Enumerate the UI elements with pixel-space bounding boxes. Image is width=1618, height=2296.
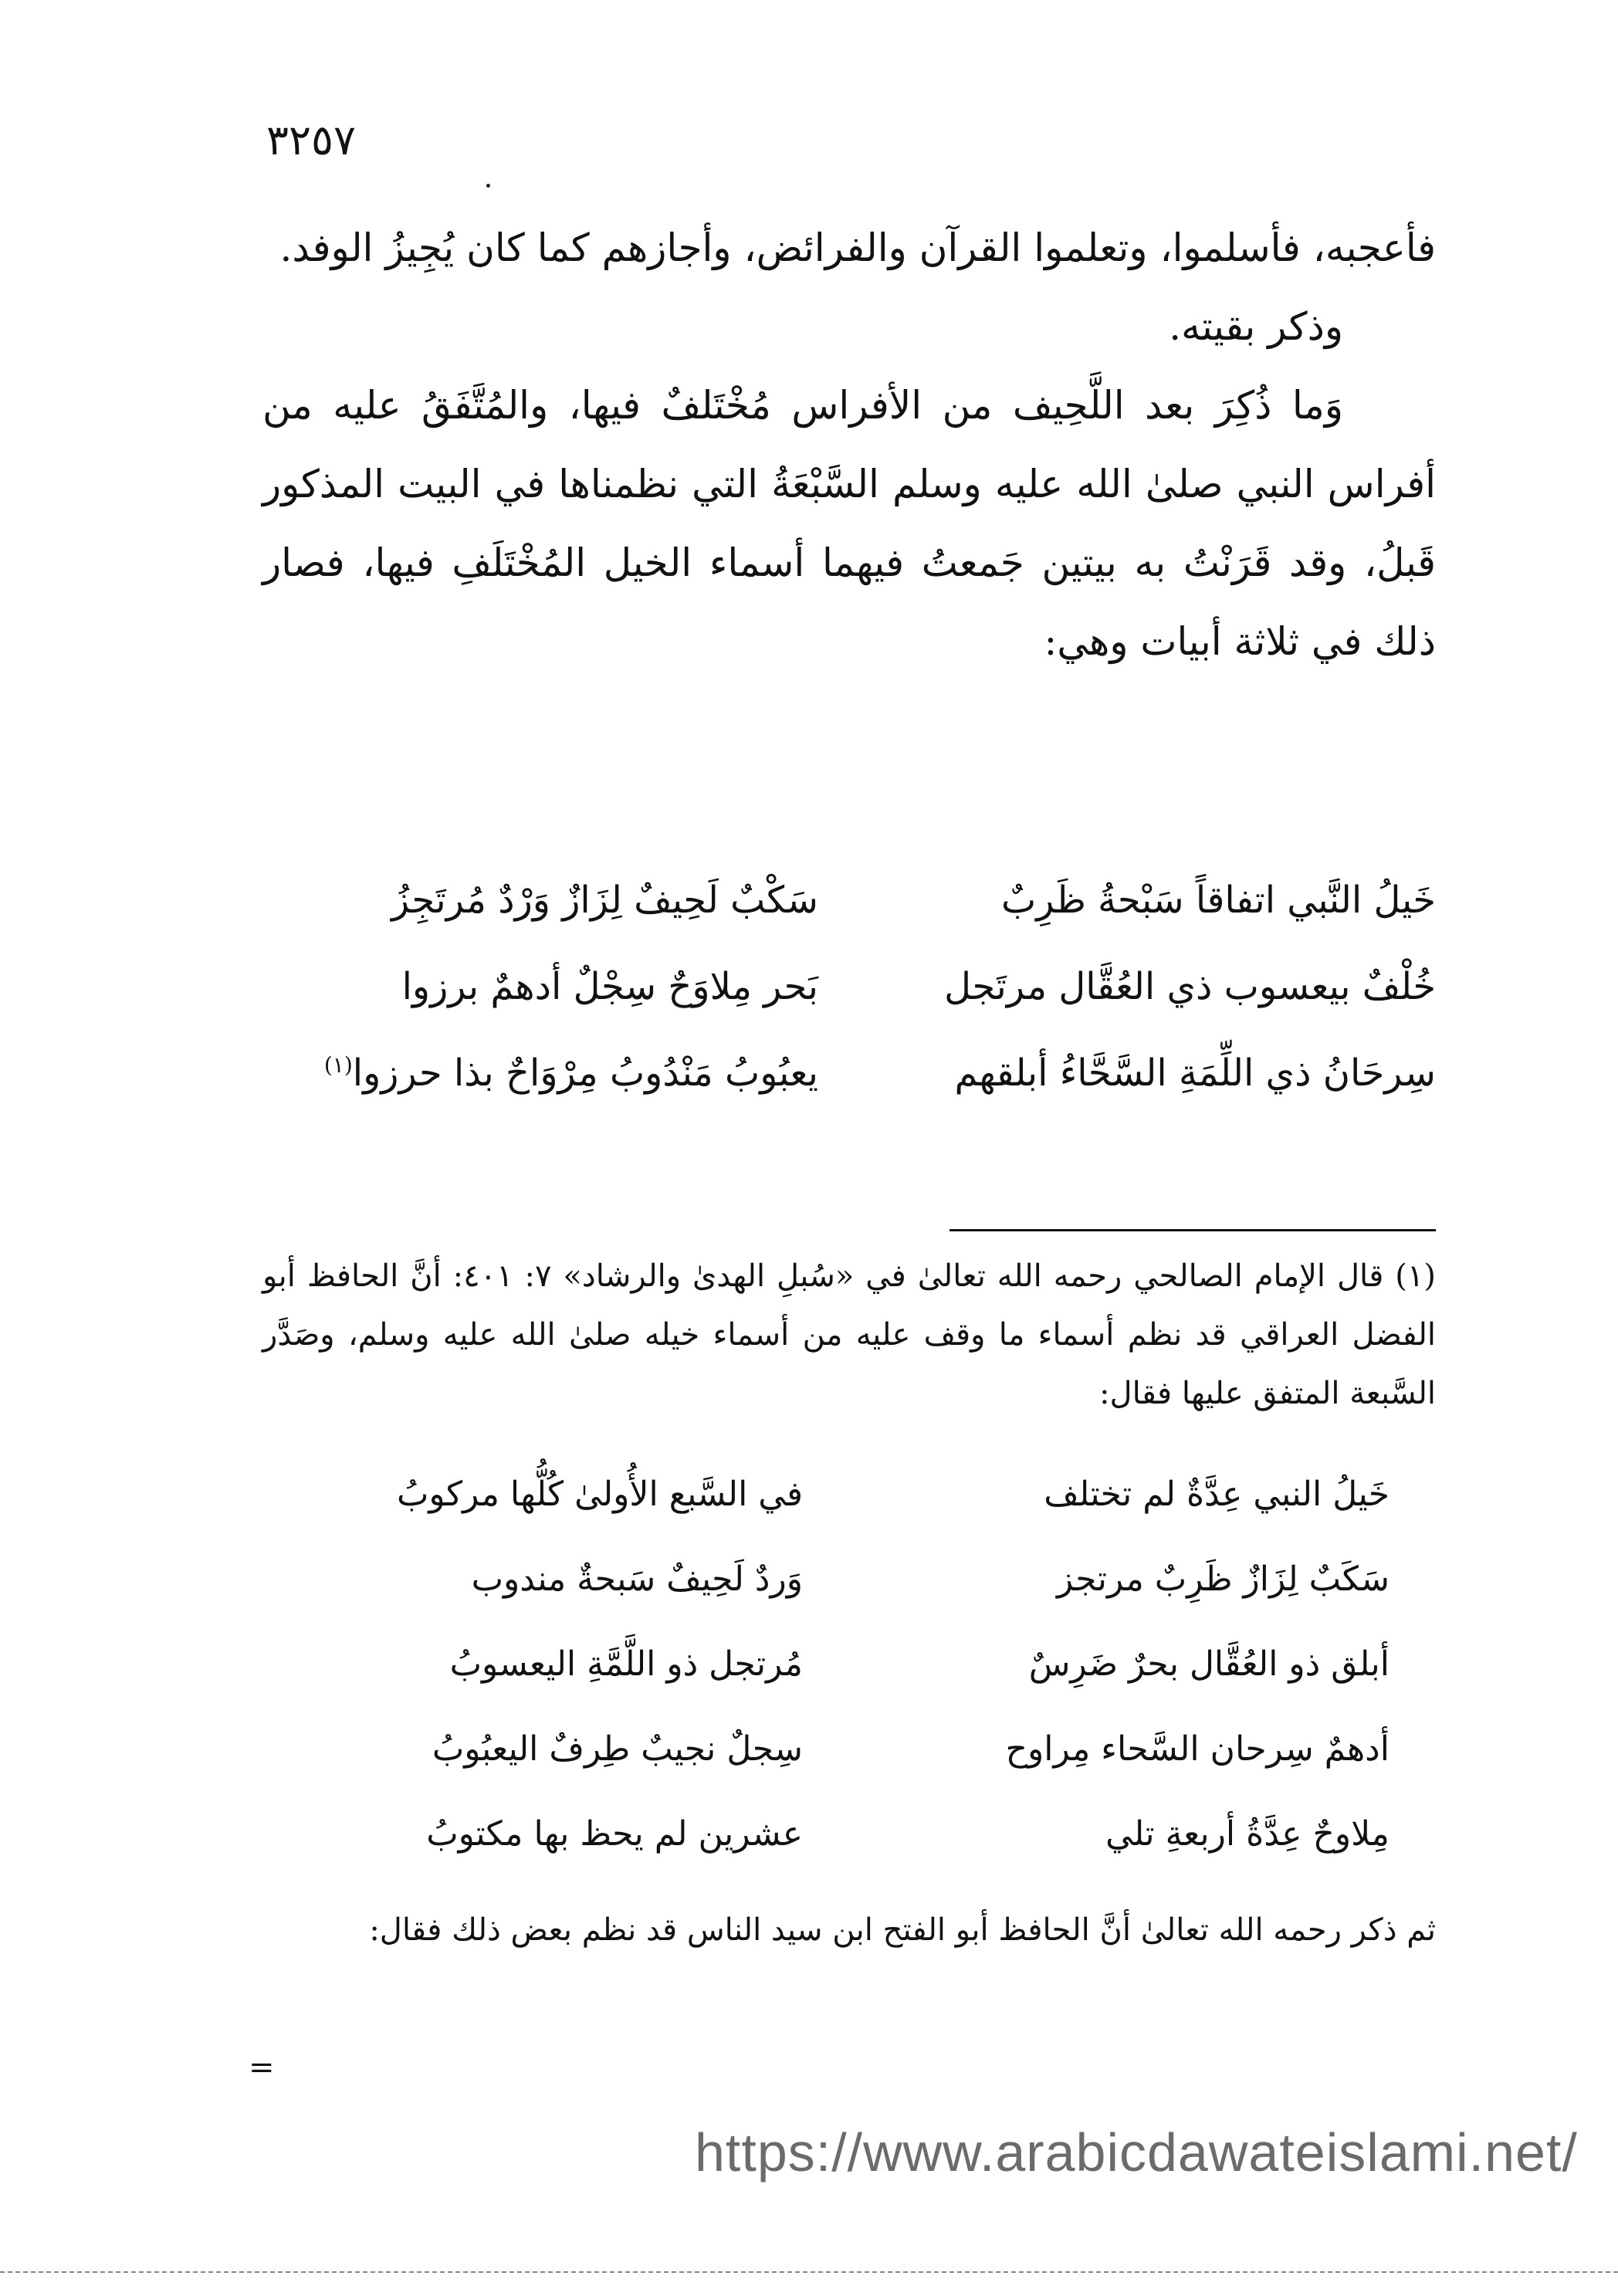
- verse-second-hemistich: عشرين لم يحظ بها مكتوبُ: [426, 1813, 803, 1854]
- footnote-verse: [309, 1536, 1390, 1621]
- watermark-url: https://www.arabicdawateislami.net/: [695, 2122, 1578, 2183]
- verse-first-hemistich: مِلاوحٌ عِدَّةُ أربعةِ تلي: [1105, 1813, 1390, 1854]
- continuation-mark: =: [249, 2050, 275, 2085]
- footnote-verse: [309, 1706, 1390, 1791]
- verse-first-hemistich: خَيلُ النبي عِدَّةٌ لم تختلف: [1044, 1474, 1390, 1514]
- poem-verse: [262, 857, 1436, 943]
- footnote-verse: [309, 1621, 1390, 1706]
- verse-first-hemistich: سَكَبٌ لِزَازٌ ظَرِبٌ مرتجز: [1057, 1559, 1390, 1599]
- footnote-poem: [309, 1451, 1390, 1876]
- verse-first-hemistich: سِرحَانُ ذي اللِّمَةِ السَّحَّاءُ أبلقهم: [954, 1051, 1436, 1095]
- ink-dot: [486, 184, 490, 188]
- footnote-reference: (١): [323, 1052, 353, 1078]
- verse-first-hemistich: خَيلُ النَّبي اتفاقاً سَبْحةُ ظَرِبٌ: [1001, 879, 1436, 922]
- poem-verse: [262, 943, 1436, 1030]
- page-number: ٣٢٥٧: [266, 116, 357, 164]
- scan-edge-line: [0, 2271, 1618, 2274]
- main-poem: [262, 857, 1436, 1116]
- footnote-separator: [949, 1229, 1436, 1231]
- verse-second-hemistich: سَكْبٌ لَحِيفٌ لِزَازٌ وَرْدٌ مُرتَجِزُ: [391, 879, 818, 922]
- footnote-verse: [309, 1451, 1390, 1536]
- verse-text: يعبُوبُ مَنْدُوبُ مِرْوَاحٌ بذا حرزوا: [352, 1051, 818, 1095]
- paragraph-dhikr: وذكر بقيته.: [1169, 304, 1343, 349]
- verse-first-hemistich: خُلْفٌ بيعسوب ذي العُقَّال مرتَجل: [944, 965, 1436, 1008]
- paragraph-continuation: فأعجبه، فأسلموا، وتعلموا القرآن والفرائض، وأجازهم كما كان يُجِيزُ الوفد.: [279, 225, 1436, 270]
- verse-second-hemistich: سِجلٌ نجيبٌ طِرفٌ اليعبُوبُ: [432, 1729, 803, 1769]
- paragraph-horses: وَما ذُكِرَ بعد اللَّحِيف من الأفراس مُخْتَلفٌ فيها، والمُتَّفَقُ عليه من أفراس النبي صلىٰ الله عليه وسلم السَّبْعَةُ التي نظمناها في البيت المذكور قَبلُ، وقد قَرَنْتُ به بيتين جَمعتُ فيهما أسماء الخيل المُخْتَلَفِ فيها، فصار ذلك في ثلاثة أبيات وهي:: [262, 383, 1436, 664]
- verse-second-hemistich: مُرتجل ذو اللَّمَّةِ اليعسوبُ: [449, 1644, 803, 1684]
- footnote-closing-text: ثم ذكر رحمه الله تعالىٰ أنَّ الحافظ أبو الفتح ابن سيد الناس قد نظم بعض ذلك فقال:: [369, 1912, 1436, 1948]
- verse-second-hemistich: بَحر مِلاوَحٌ سِجْلٌ أدهمٌ برزوا: [401, 965, 818, 1008]
- verse-second-hemistich: وَردٌ لَحِيفٌ سَبحةٌ مندوب: [471, 1559, 803, 1599]
- verse-first-hemistich: أدهمٌ سِرحان السَّحاء مِراوح: [1005, 1729, 1390, 1769]
- footnote-text: (١) قال الإمام الصالحي رحمه الله تعالىٰ في «سُبلِ الهدىٰ والرشاد» ٧: ٤٠١: أنَّ الحافظ أبو الفضل العراقي قد نظم أسماء ما وقف عليه من أسماء خيله صلىٰ الله عليه وسلم، وصَدَّر السَّبعة المتفق عليها فقال:: [262, 1258, 1436, 1411]
- main-text: [262, 208, 1436, 681]
- footnote-verse: [309, 1791, 1390, 1876]
- verse-first-hemistich: أبلق ذو العُقَّال بحرٌ ضَرِسٌ: [1028, 1644, 1390, 1684]
- verse-second-hemistich: [262, 1051, 849, 1095]
- poem-verse: [262, 1030, 1436, 1116]
- verse-second-hemistich: في السَّبع الأُولىٰ كُلُّها مركوبُ: [396, 1474, 803, 1514]
